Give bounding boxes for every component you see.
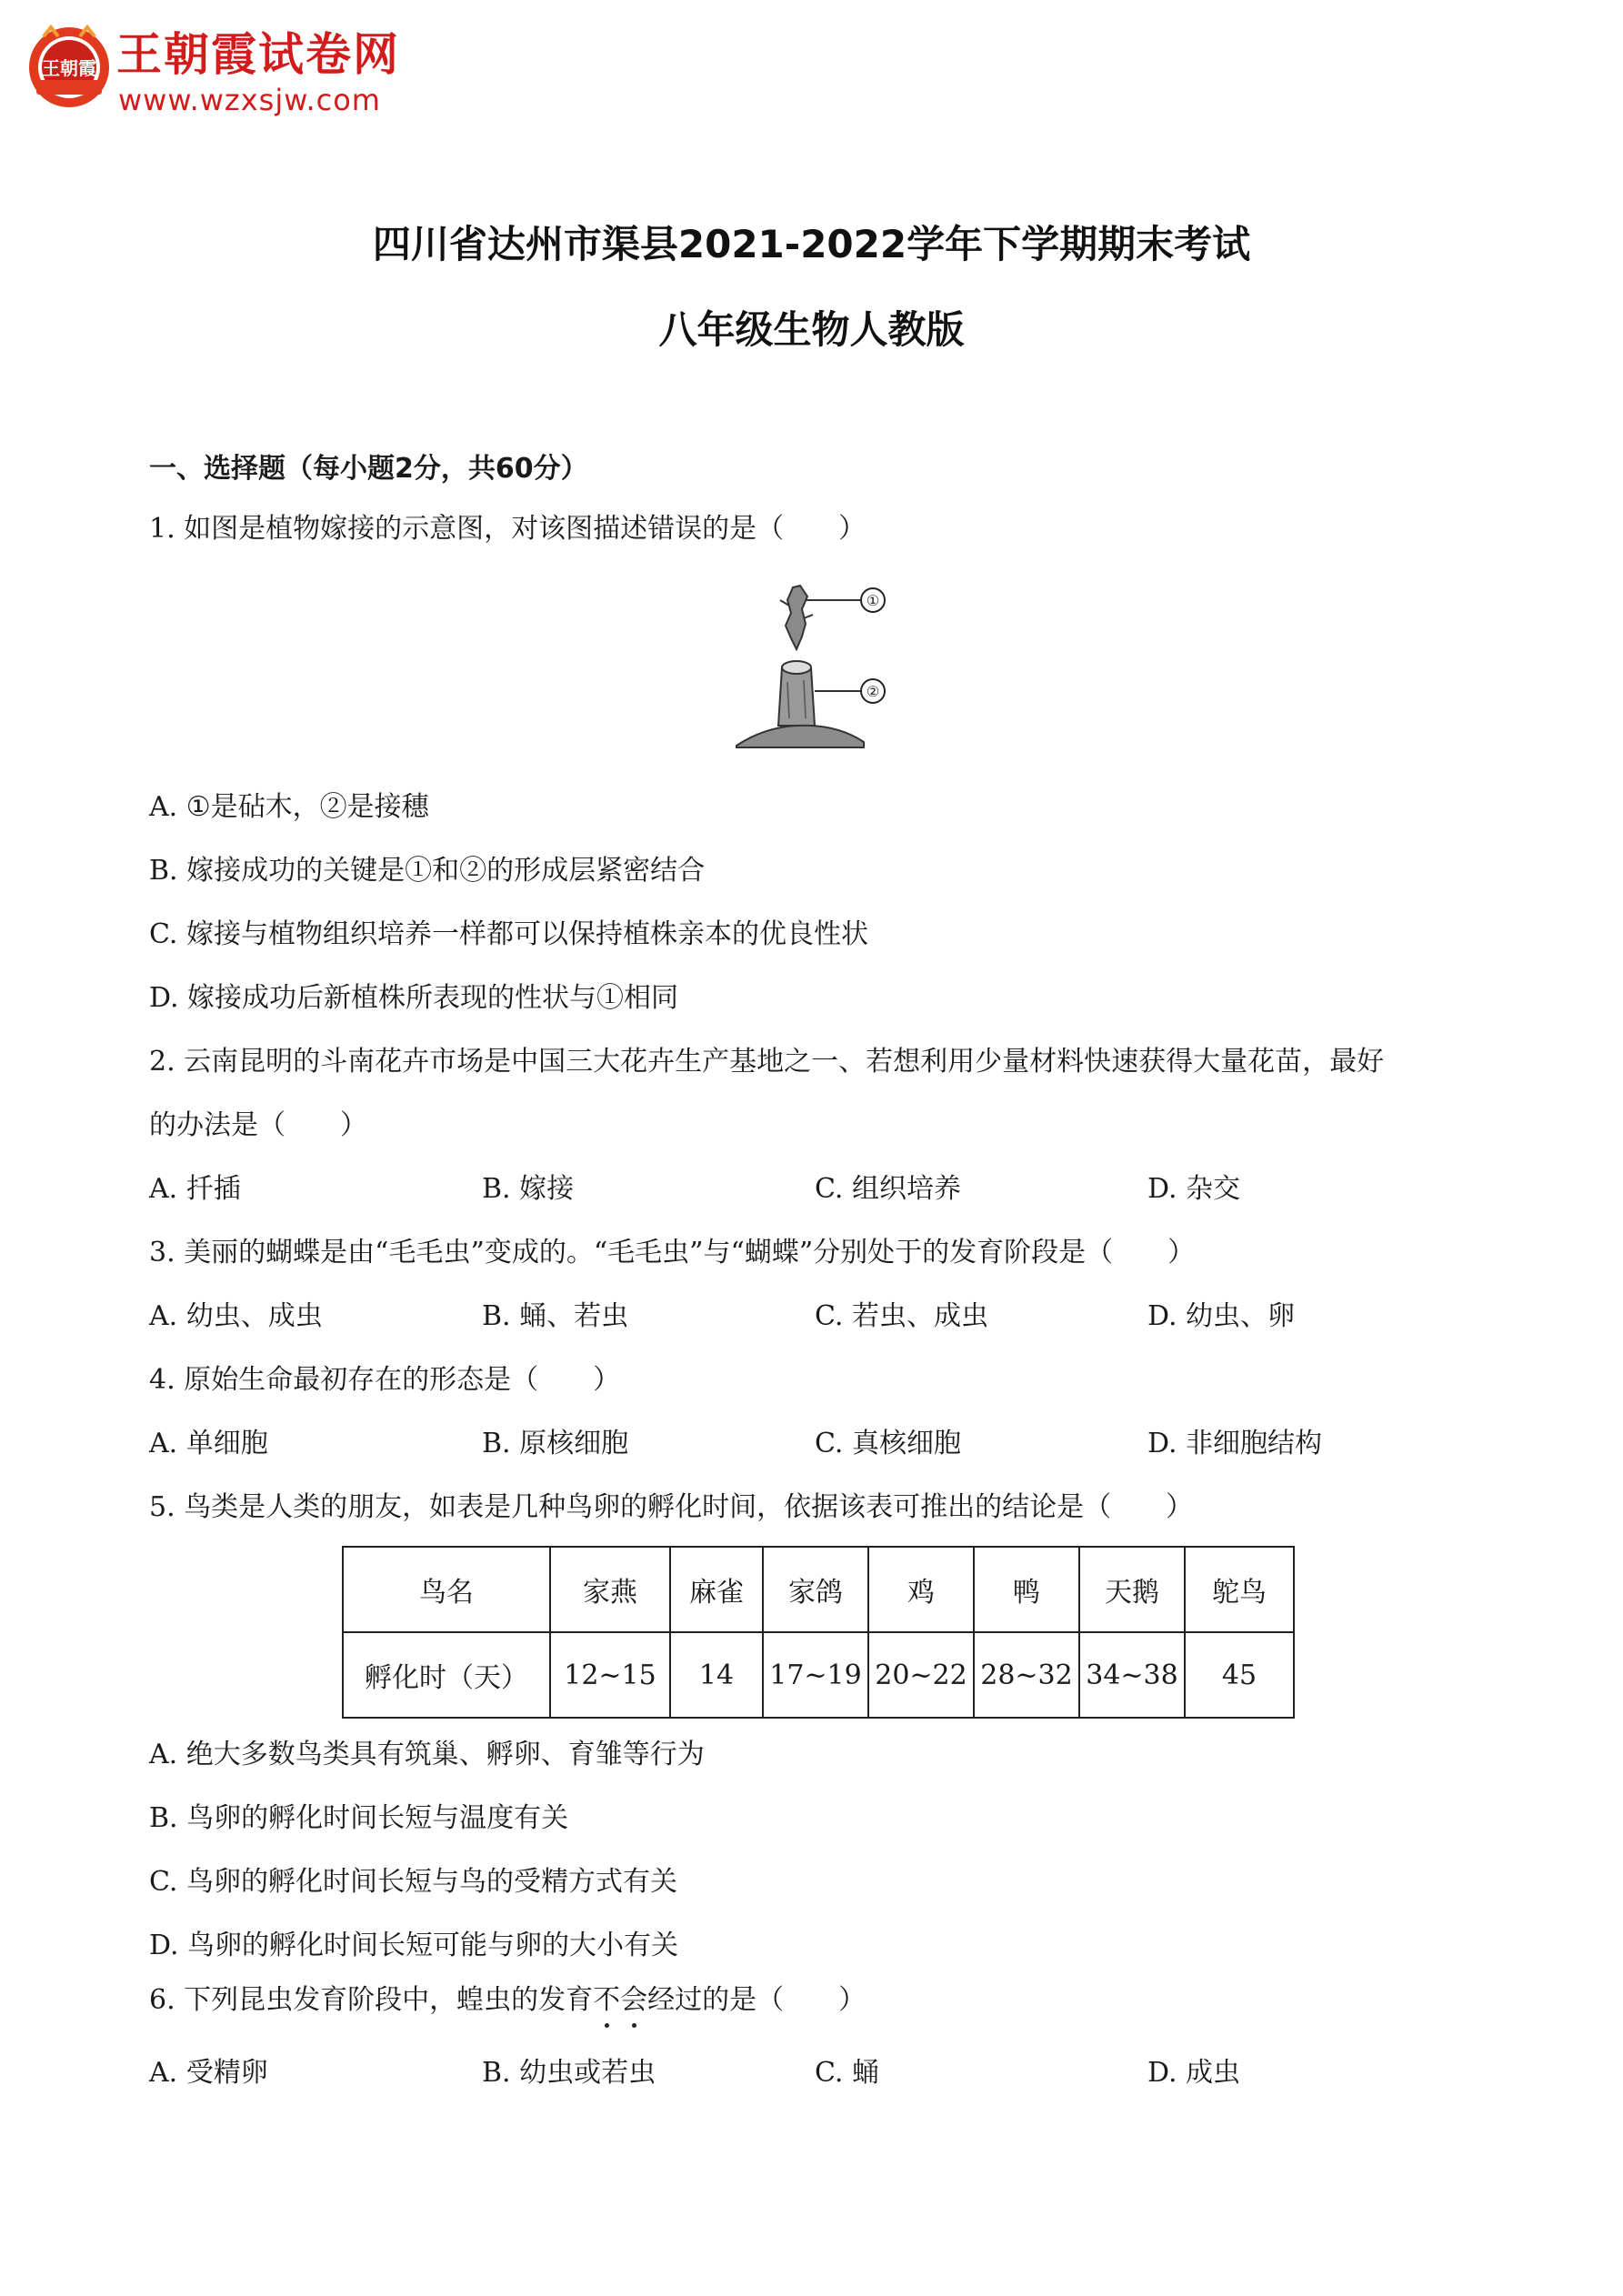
- question-5-option-a: A. 绝大多数鸟类具有筑巢、孵卵、育雏等行为: [149, 1739, 705, 1770]
- table-cell: 鸡: [868, 1547, 974, 1632]
- table-cell: 45: [1185, 1632, 1294, 1718]
- question-1-option-c: C. 嫁接与植物组织培养一样都可以保持植株亲本的优良性状: [149, 918, 868, 950]
- question-4-option-a: A. 单细胞: [149, 1428, 268, 1459]
- question-6-stem: [149, 1982, 866, 2019]
- question-2-option-b: B. 嫁接: [482, 1173, 575, 1205]
- question-5-option-b: B. 鸟卵的孵化时间长短与温度有关: [149, 1802, 569, 1834]
- question-3-option-b: B. 蛹、若虫: [482, 1300, 629, 1332]
- table-cell: 孵化时（天）: [343, 1632, 550, 1718]
- question-6-option-d: D. 成虫: [1147, 2057, 1241, 2089]
- table-cell: 家鸽: [763, 1547, 868, 1632]
- table-cell: 天鹅: [1079, 1547, 1185, 1632]
- question-1-option-d: D. 嫁接成功后新植株所表现的性状与①相同: [149, 982, 679, 1014]
- table-cell: 鸭: [974, 1547, 1079, 1632]
- question-2-stem-line2: 的办法是（ ）: [149, 1109, 367, 1141]
- label-2: ②: [866, 683, 880, 700]
- table-cell: 鸟名: [343, 1547, 550, 1632]
- question-3-option-a: A. 幼虫、成虫: [149, 1300, 323, 1332]
- question-5-option-d: D. 鸟卵的孵化时间长短可能与卵的大小有关: [149, 1930, 679, 1961]
- question-2-option-a: A. 扦插: [149, 1173, 241, 1205]
- question-1-option-b: B. 嫁接成功的关键是①和②的形成层紧密结合: [149, 855, 706, 887]
- site-name: 王朝霞试卷网: [116, 28, 400, 81]
- question-1-stem: 1. 如图是植物嫁接的示意图，对该图描述错误的是（ ）: [149, 513, 867, 545]
- emphasis-not: 不: [593, 1982, 620, 2019]
- table-cell: 12~15: [550, 1632, 670, 1718]
- emphasis-will: 会: [620, 1982, 647, 2019]
- question-3-option-d: D. 幼虫、卵: [1147, 1300, 1296, 1332]
- question-6-option-b: B. 幼虫或若虫: [482, 2057, 656, 2089]
- table-cell: 34~38: [1079, 1632, 1185, 1718]
- table-cell: 17~19: [763, 1632, 868, 1718]
- grafting-diagram: [727, 573, 946, 755]
- exam-title: 四川省达州市渠县2021-2022学年下学期期末考试: [372, 222, 1251, 266]
- question-4-option-c: C. 真核细胞: [815, 1428, 961, 1459]
- question-3-option-c: C. 若虫、成虫: [815, 1300, 988, 1332]
- question-6-option-a: A. 受精卵: [149, 2057, 268, 2089]
- site-logo: [25, 24, 113, 111]
- question-2-option-c: C. 组织培养: [815, 1173, 961, 1205]
- table-cell: 28~32: [974, 1632, 1079, 1718]
- table-header-row: [343, 1547, 1294, 1632]
- question-2-stem-line1: 2. 云南昆明的斗南花卉市场是中国三大花卉生产基地之一、若想利用少量材料快速获得大量花苗，最好: [149, 1046, 1385, 1078]
- site-url[interactable]: www.wzxsjw.com: [118, 83, 381, 117]
- incubation-table: [342, 1546, 1295, 1719]
- grafting-figure-icon: [727, 573, 946, 755]
- question-4-option-b: B. 原核细胞: [482, 1428, 629, 1459]
- question-6-stem-after: 经过的是（ ）: [647, 1984, 867, 2016]
- question-3-options: [149, 1298, 1495, 1335]
- question-4-options: [149, 1426, 1495, 1462]
- label-1: ①: [866, 592, 880, 609]
- table-cell: 20~22: [868, 1632, 974, 1718]
- question-5-stem: 5. 鸟类是人类的朋友，如表是几种鸟卵的孵化时间，依据该表可推出的结论是（ ）: [149, 1491, 1194, 1523]
- table-cell: 麻雀: [670, 1547, 763, 1632]
- logo-text: 王朝霞: [42, 57, 96, 79]
- table-cell: 14: [670, 1632, 763, 1718]
- question-3-stem: 3. 美丽的蝴蝶是由“毛毛虫”变成的。“毛毛虫”与“蝴蝶”分别处于的发育阶段是（ ）: [149, 1237, 1196, 1268]
- question-6-stem-before: 6. 下列昆虫发育阶段中，蝗虫的发育: [149, 1984, 594, 2016]
- question-4-stem: 4. 原始生命最初存在的形态是（ ）: [149, 1364, 621, 1396]
- table-cell: 家燕: [550, 1547, 670, 1632]
- question-6-option-c: C. 蛹: [815, 2057, 879, 2089]
- question-4-option-d: D. 非细胞结构: [1147, 1428, 1323, 1459]
- logo-emblem-icon: [25, 24, 113, 111]
- question-1-option-a: A. ①是砧木，②是接穗: [149, 791, 429, 823]
- question-6-options: [149, 2055, 1495, 2091]
- question-5-option-c: C. 鸟卵的孵化时间长短与鸟的受精方式有关: [149, 1866, 677, 1898]
- question-2-options: [149, 1171, 1495, 1208]
- section-heading: 一、选择题（每小题2分，共60分）: [149, 453, 588, 485]
- exam-subtitle: 八年级生物人教版: [658, 307, 965, 352]
- table-row: [343, 1632, 1294, 1718]
- question-2-option-d: D. 杂交: [1147, 1173, 1241, 1205]
- table-cell: 鸵鸟: [1185, 1547, 1294, 1632]
